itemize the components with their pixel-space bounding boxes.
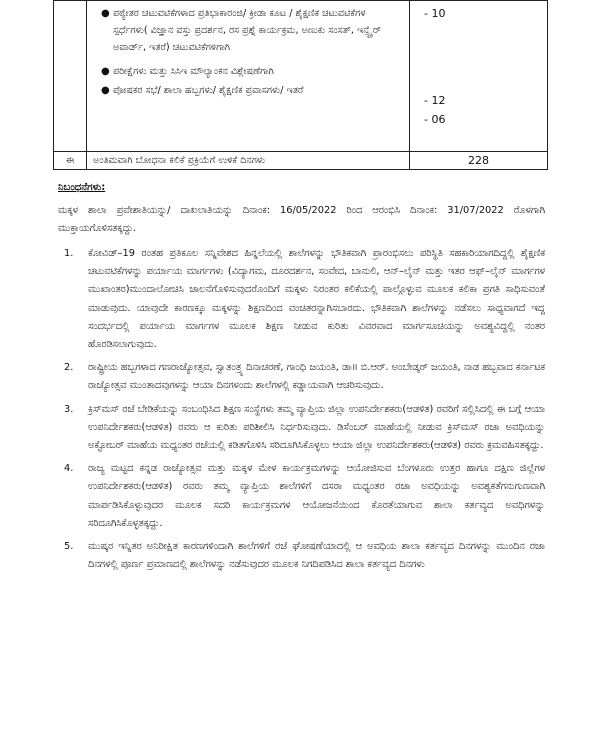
- list-item-parents-meeting: [87, 80, 409, 99]
- table-row-activities: [54, 1, 548, 152]
- item-number: 1.: [64, 248, 74, 259]
- item-text: ಕ್ರಿಸ್‌ಮಸ್ ರಜೆ ಬೇಡಿಕೆಯನ್ನು ಸಂಬಂಧಿಸಿದ ಶಿಕ್ಷಣ ಸಂಸ್ಥೆಗಳು ತಮ್ಮ ವ್ಯಾಪ್ತಿಯ ಜಿಲ್ಲಾ ಉಪನಿರ್ದೇಶಕರು(ಆಡಳಿತ) ರವರಿಗೆ ಸಲ್ಲಿಸಿದಲ್ಲಿ ಈ ಬಗ್ಗೆ ಆಯಾ ಉಪನಿರ್ದೇಶಕರು(ಆಡಳಿತ) ರವರು ಆ ಕುರಿತು ಪರಿಶೀಲಿಸಿ ನಿರ್ಧರಿಸುವುದು. ಡಿಸೆಂಬರ್ ಮಾಹೆಯಲ್ಲಿ ನೀಡುವ ಕ್ರಿಸ್‌ಮಸ್ ರಜಾ ಅವಧಿಯನ್ನು ಅಕ್ಟೋಬರ್ ಮಾಹೆಯ ಮಧ್ಯಂತರ ರಜೆಯಲ್ಲಿ ಕಡಿತಗೊಳಿಸಿ ಸರಿದೂಗಿಸಿಕೊಳ್ಳಲು ಆಯಾ ಜಿಲ್ಲಾ ಉಪನಿರ್ದೇಶಕರು(ಆಡಳಿತ) ರವರು ಕ್ರಮವಹಿಸತಕ್ಕದ್ದು.: [88, 403, 545, 452]
- item-number: 5.: [64, 541, 74, 553]
- conditions-intro: ಮಕ್ಕಳ ಶಾಲಾ ಪ್ರವೇಶಾತಿಯನ್ನು/ ದಾಖಲಾತಿಯನ್ನು ದಿನಾಂಕ: 16/05/2022 ರಿಂದ ಆರಂಭಿಸಿ ದಿನಾಂಕ: 31/07/2022 ರೊಳಗಾಗಿ ಮುಕ್ತಾಯಗೊಳಿಸತಕ್ಕದ್ದು.: [58, 205, 545, 234]
- item-number: 4.: [64, 463, 74, 475]
- table-row-total: [54, 152, 548, 170]
- conditions-list: [58, 245, 545, 579]
- bullet-icon: ●: [101, 66, 110, 77]
- working-days-table: [53, 0, 548, 170]
- table-value-cell: [410, 1, 548, 152]
- list-item: [58, 245, 545, 354]
- list-item: [58, 401, 545, 456]
- list-item: [58, 538, 545, 574]
- total-index: ಈ: [54, 152, 87, 170]
- row-label: ಪರೀಕ್ಷೆಗಳು ಮತ್ತು ಸಿಸಿಇ ಮೌಲ್ಯಾಂಕನ ವಿಶ್ಲೇಷಣೆಗಾಗಿ: [113, 66, 274, 77]
- row-label: ಪೋಷಕರ ಸಭೆ/ ಶಾಲಾ ಹಬ್ಬಗಳು/ ಶೈಕ್ಷಣಿಕ ಪ್ರವಾಸಗಳು/ ಇತರೆ: [113, 85, 304, 96]
- list-item: [58, 359, 545, 395]
- total-value: 228: [410, 152, 548, 170]
- item-text: ಮುಷ್ಕರ ಇನ್ನಿತರ ಅನಿರೀಕ್ಷಿತ ಕಾರಣಗಳಿಂದಾಗಿ ಶಾಲೆಗಳಿಗೆ ರಜೆ ಘೋಷಣೆಯಾದಲ್ಲಿ ಆ ಅವಧಿಯ ಶಾಲಾ ಕರ್ತವ್ಯದ ದಿನಗಳನ್ನು ಮುಂದಿನ ರಜಾ ದಿನಗಳಲ್ಲಿ ಪೂರ್ಣ ಪ್ರಮಾಣದಲ್ಲಿ ಶಾಲೆಗಳನ್ನು ನಡೆಸುವುದರ ಮೂಲಕ ನಿಗದಿಪಡಿಸಿದ ಶಾಲಾ ಕರ್ತವ್ಯದ ದಿನಗಳು: [88, 541, 545, 571]
- bullet-icon: ●: [101, 85, 110, 96]
- item-text: ರಾಜ್ಯ ಮಟ್ಟದ ಕನ್ನಡ ರಾಜ್ಯೋತ್ಸವ ಮತ್ತು ಮಕ್ಕಳ ಮೇಳ ಕಾರ್ಯಕ್ರಮಗಳನ್ನು ಆಯೋಜಿಸುವ ಬೆಂಗಳೂರು ಉತ್ತರ ಹಾಗೂ ದಕ್ಷಿಣ ಜಿಲ್ಲೆಗಳ ಉಪನಿರ್ದೇಶಕರು(ಆಡಳಿತ) ರವರು ತಮ್ಮ ವ್ಯಾಪ್ತಿಯ ಶಾಲೆಗಳಿಗೆ ದಸರಾ ಮಧ್ಯಂತರ ರಜಾ ಅವಧಿಯನ್ನು ಅವಶ್ಯಕತೆಗನುಗುಣವಾಗಿ ಮಾರ್ಪಡಿಸಿಕೊಳ್ಳುವುದರ ಮೂಲಕ ಸದರಿ ಕಾರ್ಯಕ್ರಮಗಳ ಆಯೋಜನೆಯಿಂದ ಕೊರತೆಯಾಗುವ ಶಾಲಾ ಕರ್ತವ್ಯದ ಅವಧಿಗಳನ್ನು ಸರಿದೂಗಿಸಿಕೊಳ್ಳತಕ್ಕದ್ದು.: [88, 463, 545, 529]
- row-value: - 12: [424, 94, 446, 107]
- bullet-icon: ●: [101, 8, 110, 19]
- row-value: - 06: [424, 113, 446, 126]
- list-item: [58, 460, 545, 533]
- table-index-cell: [54, 1, 87, 152]
- item-number: 3.: [64, 403, 74, 415]
- item-text: ರಾಷ್ಟ್ರೀಯ ಹಬ್ಬಗಳಾದ ಗಣರಾಜ್ಯೋತ್ಸವ, ಸ್ವಾತಂತ್ರ್ಯ ದಿನಾಚರಣೆ, ಗಾಂಧಿ ಜಯಂತಿ, ಡಾ॥ ಬಿ.ಆರ್. ಅಂಬೇಡ್ಕರ್ ಜಯಂತಿ, ನಾಡ ಹಬ್ಬವಾದ ಕರ್ನಾಟಕ ರಾಜ್ಯೋತ್ಸವ ಮುಂತಾದವುಗಳನ್ನು ಆಯಾ ದಿನಗಳಂದು ಶಾಲೆಗಳಲ್ಲಿ ಕಡ್ಡಾಯವಾಗಿ ಆಚರಿಸುವುದು.: [88, 362, 545, 392]
- row-label: ಪಠ್ಯೇತರ ಚಟುವಟಿಕೆಗಳಾದ ಪ್ರತಿಭಾಕಾರಂಜಿ/ ಕ್ರೀಡಾ ಕೂಟ / ಶೈಕ್ಷಣಿಕ ಚಟುವಟಿಕೆಗಳ ಸ್ಪರ್ಧೆಗಳು( ವಿಜ್ಞಾನ ವಸ್ತು ಪ್ರದರ್ಶನ, ರಸ ಪ್ರಶ್ನೆ ಕಾರ್ಯಕ್ರಮ, ಅಣುಕು ಸಂಸತ್, ಇನ್ಸ್ಫೈರ್ ಅವಾರ್ಡ್, ಇತರೆ) ಚಟುವಟಿಕೆಗಳಿಗಾಗಿ: [113, 8, 382, 53]
- row-value: - 10: [424, 7, 446, 20]
- item-text: ಕೋವಿಡ್–19 ರಂತಹ ಪ್ರತಿಕೂಲ ಸನ್ನಿವೇಶದ ಹಿನ್ನಲೆಯಲ್ಲಿ ಶಾಲೆಗಳನ್ನು ಭೌತಿಕವಾಗಿ ಪ್ರಾರಂಭಿಸಲು ಪರಿಸ್ಥಿತಿ ಸಹಕಾರಿಯಾಗದಿದ್ದಲ್ಲಿ ಶೈಕ್ಷಣಿಕ ಚಟುವಟಿಕೆಗಳನ್ನು ಪರ್ಯಾಯ ಮಾರ್ಗಗಳು (ವಿದ್ಯಾಗಮ, ದೂರದರ್ಶನ, ಸಂವೇದ, ಬಾನುಲಿ, ಆನ್–ಲೈನ್ ಮತ್ತು ಇತರ ಆಫ್–ಲೈನ್ ಮಾರ್ಗಗಳ ಮುಖಾಂತರ)ಮುಂದಾಲೋಚಿಸಿ ಜಾಲನೆಗೊಳಿಸುವುದರೊಂದಿಗೆ ಮಕ್ಕಳು ನಿರಂತರ ಕಲಿಕೆಯಲ್ಲಿ ಪಾಲ್ಗೊಳ್ಳುವ ಮೂಲಕ ಕಲಿಕಾ ಪ್ರಗತಿ ಸಾಧಿಸುವಂತೆ ಮಾಡುವುದು. ಯಾವುದೇ ಕಾರಣಕ್ಕೂ ಮಕ್ಕಳನ್ನು ಶಿಕ್ಷಣದಿಂದ ವಂಚಿತರನ್ನಾಗಿಸಬಾರದು. ಭೌತಿಕವಾಗಿ ಶಾಲೆಗಳನ್ನು ನಡೆಸಲು ಸಾಧ್ಯವಾಗದೆ ಇದ್ದ ಸಂದರ್ಭದಲ್ಲಿ ಪರ್ಯಾಯ ಮಾರ್ಗಗಳ ಮೂಲಕ ಶಿಕ್ಷಣ ನೀಡುವ ಕುರಿತು ವಿವರವಾದ ಮಾರ್ಗಸೂಚಿಯನ್ನು ಅವಶ್ಯವಿದ್ದಲ್ಲಿ ನಂತರ ಹೊರಡಿಸಲಾಗುವುದು.: [88, 248, 545, 351]
- item-number: 2.: [64, 362, 74, 374]
- conditions-title: ನಿಬಂಧನೆಗಳು:: [58, 182, 106, 193]
- table-description-cell: [87, 1, 410, 152]
- list-item-extracurricular: [87, 1, 409, 56]
- total-label: ಅಂತಿಮವಾಗಿ ಬೋಧನಾ ಕಲಿಕೆ ಪ್ರಕ್ರಿಯೆಗೆ ಉಳಿಕೆ ದಿನಗಳು: [87, 152, 410, 170]
- list-item-exams: [87, 56, 409, 80]
